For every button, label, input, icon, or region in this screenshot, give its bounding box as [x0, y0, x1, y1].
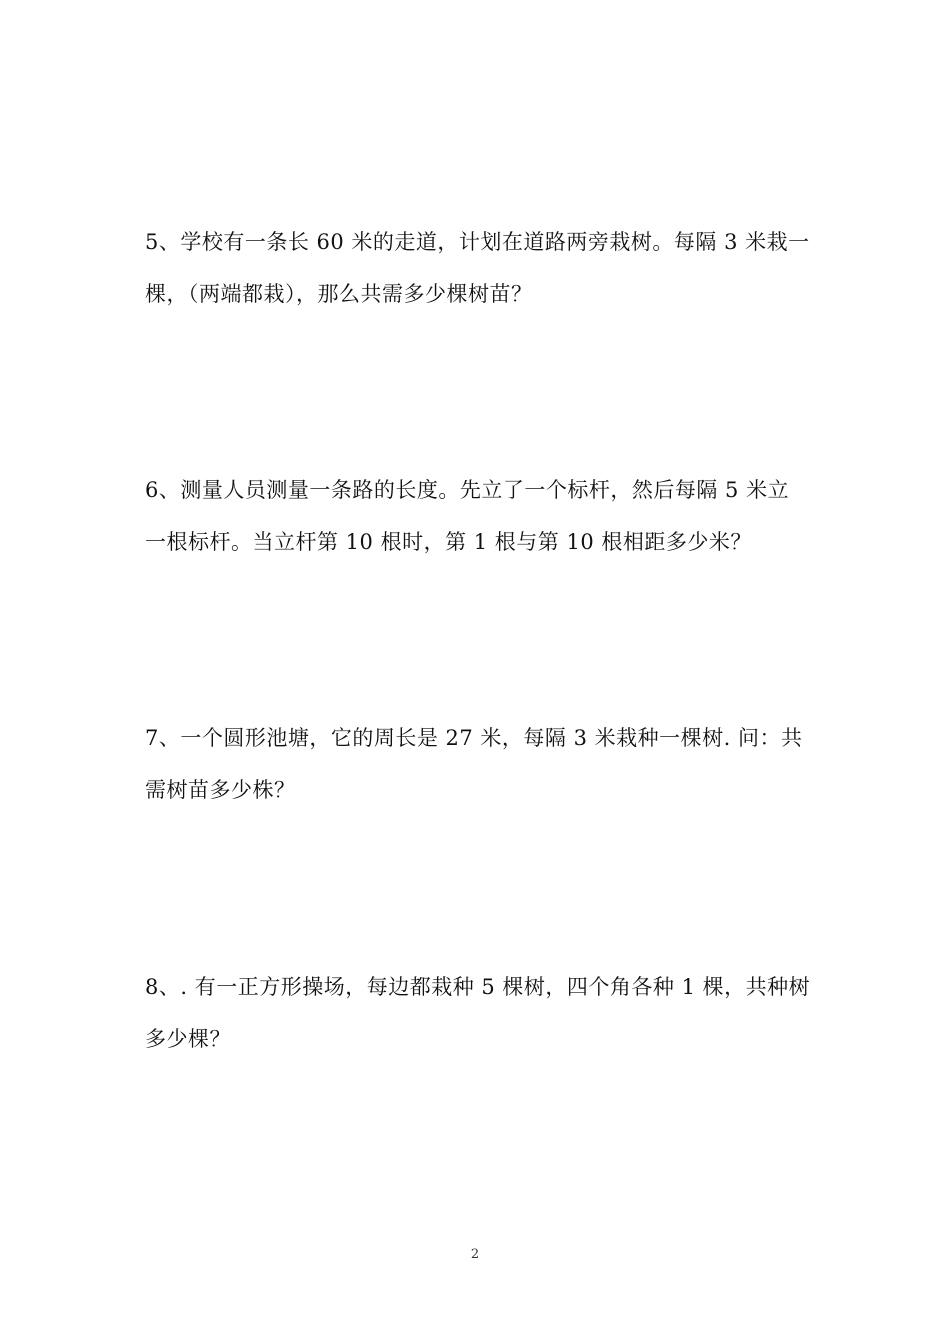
problem-5-line-2: 棵，（两端都栽），那么共需多少棵树苗？ [145, 282, 533, 306]
problem-5 [145, 216, 810, 320]
problem-6-line-2: 一根标杆。当立杆第 10 根时，第 1 根与第 10 根相距多少米？ [145, 530, 752, 554]
page-number: 2 [470, 1247, 480, 1262]
problem-7-line-1: 7、一个圆形池塘，它的周长是 27 米，每隔 3 米栽种一棵树. 问：共 [145, 726, 803, 750]
problem-8-line-2: 多少棵？ [145, 1027, 231, 1051]
problem-5-line-1: 5、学校有一条长 60 米的走道，计划在道路两旁栽树。每隔 3 米栽一 [145, 230, 810, 254]
problem-8-line-1: 8、. 有一正方形操场，每边都栽种 5 棵树，四个角各种 1 棵，共种树 [145, 975, 811, 999]
problem-6 [145, 464, 810, 568]
problem-6-line-1: 6、测量人员测量一条路的长度。先立了一个标杆，然后每隔 5 米立 [145, 478, 790, 502]
problem-8 [145, 961, 810, 1065]
problem-7-line-2: 需树苗多少株？ [145, 778, 296, 802]
problem-7 [145, 712, 810, 816]
